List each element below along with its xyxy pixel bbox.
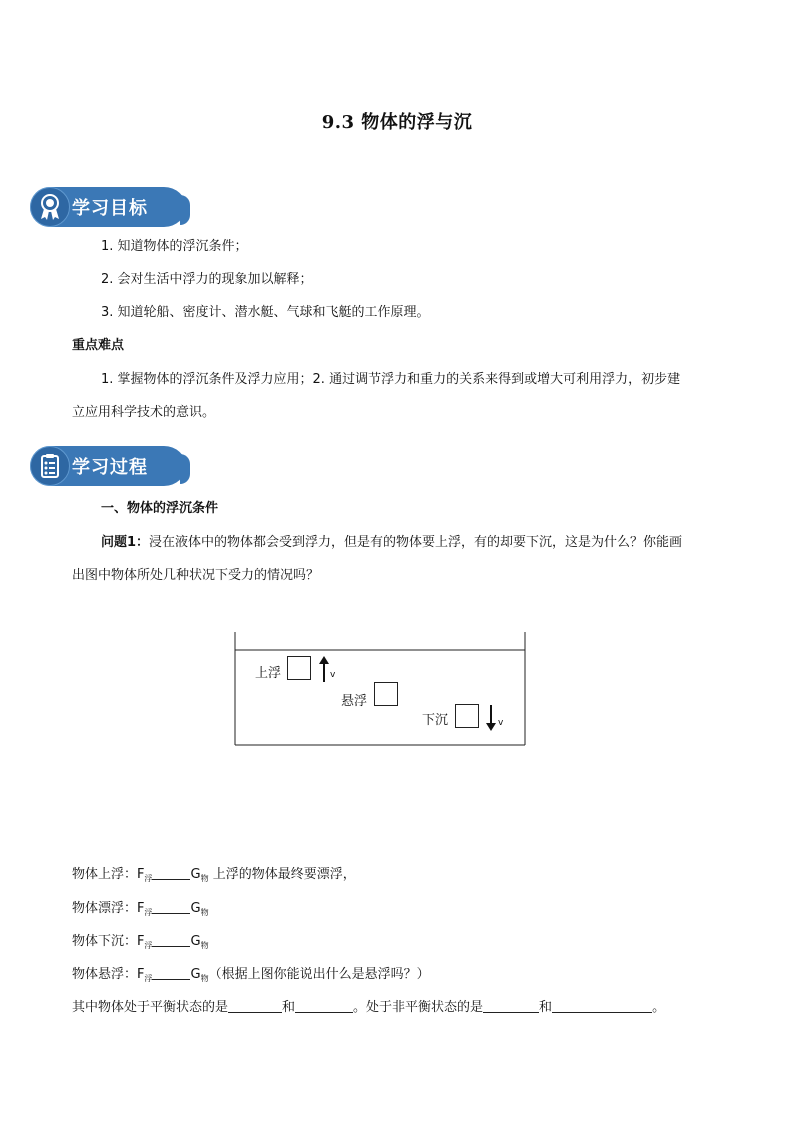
condition-sink xyxy=(72,933,209,955)
condition-state: 物体漂浮：F xyxy=(72,901,145,916)
buoyancy-subscript: 浮 xyxy=(144,941,153,950)
clipboard-checklist-icon xyxy=(30,446,70,486)
buoyancy-subscript: 浮 xyxy=(144,874,153,883)
condition-note: 上浮的物体最终要漂浮， xyxy=(208,867,356,882)
answer-blank[interactable] xyxy=(152,934,190,947)
balance-text: 。处于非平衡状态的是 xyxy=(353,1000,484,1015)
velocity-label-down: v xyxy=(498,718,504,728)
answer-blank[interactable] xyxy=(152,901,190,914)
question-text: 浸在液体中的物体都会受到浮力，但是有的物体要上浮，有的却要下沉，这是为什么？你能画 xyxy=(149,535,683,550)
sinking-object-box xyxy=(455,704,479,728)
condition-state: 物体下沉：F xyxy=(72,934,145,949)
banner-label-goals: 学习目标 xyxy=(72,198,148,219)
gravity-subscript: 物 xyxy=(200,874,209,883)
question-label: 问题1： xyxy=(101,535,150,550)
answer-blank[interactable] xyxy=(152,967,190,980)
answer-blank[interactable] xyxy=(483,1000,539,1013)
condition-suspend xyxy=(72,966,430,988)
goal-item-3: 3. 知道轮船、密度计、潜水艇、气球和飞艇的工作原理。 xyxy=(101,305,430,320)
balance-text: 和 xyxy=(539,1000,553,1015)
gravity-subscript: 物 xyxy=(200,974,209,983)
gravity-symbol: G xyxy=(190,901,201,916)
balance-text: 其中物体处于平衡状态的是 xyxy=(72,1000,229,1015)
gravity-symbol: G xyxy=(190,967,201,982)
goal-item-1: 1. 知道物体的浮沉条件； xyxy=(101,239,248,254)
condition-state: 物体上浮：F xyxy=(72,867,145,882)
buoyancy-subscript: 浮 xyxy=(144,908,153,917)
answer-blank[interactable] xyxy=(228,1000,282,1013)
float-sink-diagram xyxy=(234,632,526,746)
condition-state: 物体悬浮：F xyxy=(72,967,145,982)
velocity-label-up: v xyxy=(330,670,336,680)
sink-label: 下沉 xyxy=(422,713,449,728)
award-ribbon-icon xyxy=(30,187,70,227)
condition-note: （根据上图你能说出什么是悬浮吗？） xyxy=(208,967,430,982)
question-line-1 xyxy=(101,534,682,552)
buoyancy-subscript: 浮 xyxy=(144,974,153,983)
rising-object-box xyxy=(287,656,311,680)
section-heading-float-sink: 一、物体的浮沉条件 xyxy=(101,501,219,516)
arrow-up-icon xyxy=(318,656,330,682)
question-line-2: 出图中物体所处几种状况下受力的情况吗？ xyxy=(72,568,320,583)
key-points-heading: 重点难点 xyxy=(72,338,125,353)
section-banner-process xyxy=(30,446,186,486)
condition-rise xyxy=(72,866,356,888)
gravity-subscript: 物 xyxy=(200,941,209,950)
answer-blank[interactable] xyxy=(552,1000,652,1013)
suspend-label: 悬浮 xyxy=(341,694,368,709)
section-banner-goals xyxy=(30,187,186,227)
answer-blank[interactable] xyxy=(295,1000,353,1013)
suspended-object-box xyxy=(374,682,398,706)
arrow-down-icon xyxy=(485,705,497,731)
balance-question xyxy=(72,999,665,1017)
key-points-line-1: 1. 掌握物体的浮沉条件及浮力应用；2. 通过调节浮力和重力的关系来得到或增大可利用浮力，初步建 xyxy=(101,372,681,387)
goal-item-2: 2. 会对生活中浮力的现象加以解释； xyxy=(101,272,313,287)
page-title: 9.3 物体的浮与沉 xyxy=(321,112,473,133)
banner-label-process: 学习过程 xyxy=(72,457,148,478)
gravity-symbol: G xyxy=(190,867,201,882)
balance-text: 和 xyxy=(282,1000,296,1015)
balance-text: 。 xyxy=(652,1000,666,1015)
key-points-line-2: 立应用科学技术的意识。 xyxy=(72,405,216,420)
condition-float xyxy=(72,900,209,922)
answer-blank[interactable] xyxy=(152,867,190,880)
gravity-symbol: G xyxy=(190,934,201,949)
gravity-subscript: 物 xyxy=(200,908,209,917)
rise-label: 上浮 xyxy=(255,666,282,681)
